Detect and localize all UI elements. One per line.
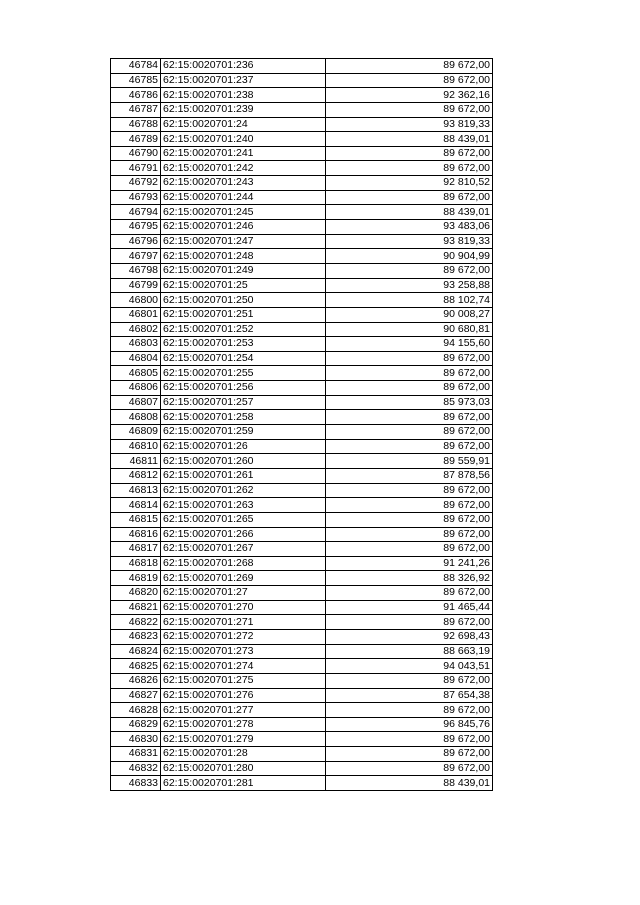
cadastral-value-cell: 89 672,00 bbox=[326, 102, 493, 117]
cadastral-number-cell: 62:15:0020701:26 bbox=[161, 439, 326, 454]
cadastral-value-cell: 89 672,00 bbox=[326, 747, 493, 762]
table-row bbox=[111, 439, 493, 454]
row-number-cell: 46785 bbox=[111, 73, 161, 88]
cadastral-value-cell: 93 483,06 bbox=[326, 220, 493, 235]
cadastral-number-cell: 62:15:0020701:251 bbox=[161, 307, 326, 322]
row-number-cell: 46831 bbox=[111, 747, 161, 762]
row-number-cell: 46815 bbox=[111, 512, 161, 527]
row-number-cell: 46832 bbox=[111, 761, 161, 776]
cadastral-value-cell: 92 810,52 bbox=[326, 176, 493, 191]
row-number-cell: 46796 bbox=[111, 234, 161, 249]
cadastral-number-cell: 62:15:0020701:272 bbox=[161, 629, 326, 644]
table-row bbox=[111, 73, 493, 88]
table-row bbox=[111, 410, 493, 425]
cadastral-value-cell: 93 819,33 bbox=[326, 117, 493, 132]
cadastral-value-cell: 89 672,00 bbox=[326, 351, 493, 366]
cadastral-value-cell: 89 672,00 bbox=[326, 542, 493, 557]
cadastral-value-cell: 93 258,88 bbox=[326, 278, 493, 293]
cadastral-number-cell: 62:15:0020701:24 bbox=[161, 117, 326, 132]
row-number-cell: 46812 bbox=[111, 468, 161, 483]
cadastral-number-cell: 62:15:0020701:259 bbox=[161, 425, 326, 440]
table-row bbox=[111, 615, 493, 630]
cadastral-value-cell: 89 672,00 bbox=[326, 512, 493, 527]
row-number-cell: 46829 bbox=[111, 717, 161, 732]
cadastral-number-cell: 62:15:0020701:255 bbox=[161, 366, 326, 381]
row-number-cell: 46824 bbox=[111, 644, 161, 659]
table-row bbox=[111, 673, 493, 688]
cadastral-number-cell: 62:15:0020701:263 bbox=[161, 498, 326, 513]
row-number-cell: 46799 bbox=[111, 278, 161, 293]
table-row bbox=[111, 732, 493, 747]
row-number-cell: 46786 bbox=[111, 88, 161, 103]
cadastral-number-cell: 62:15:0020701:25 bbox=[161, 278, 326, 293]
cadastral-number-cell: 62:15:0020701:269 bbox=[161, 571, 326, 586]
cadastral-value-cell: 88 439,01 bbox=[326, 205, 493, 220]
cadastral-value-cell: 93 819,33 bbox=[326, 234, 493, 249]
cadastral-value-cell: 88 439,01 bbox=[326, 776, 493, 791]
table-row bbox=[111, 293, 493, 308]
table-row bbox=[111, 395, 493, 410]
row-number-cell: 46819 bbox=[111, 571, 161, 586]
table-row bbox=[111, 600, 493, 615]
row-number-cell: 46800 bbox=[111, 293, 161, 308]
row-number-cell: 46807 bbox=[111, 395, 161, 410]
cadastral-number-cell: 62:15:0020701:262 bbox=[161, 483, 326, 498]
cadastral-number-cell: 62:15:0020701:271 bbox=[161, 615, 326, 630]
row-number-cell: 46788 bbox=[111, 117, 161, 132]
cadastral-value-cell: 88 326,92 bbox=[326, 571, 493, 586]
cadastral-number-cell: 62:15:0020701:274 bbox=[161, 659, 326, 674]
row-number-cell: 46802 bbox=[111, 322, 161, 337]
row-number-cell: 46794 bbox=[111, 205, 161, 220]
table-row bbox=[111, 629, 493, 644]
cadastral-number-cell: 62:15:0020701:254 bbox=[161, 351, 326, 366]
cadastral-number-cell: 62:15:0020701:256 bbox=[161, 381, 326, 396]
table-row bbox=[111, 703, 493, 718]
table-row bbox=[111, 776, 493, 791]
cadastral-value-cell: 89 672,00 bbox=[326, 366, 493, 381]
table-row bbox=[111, 88, 493, 103]
table-row bbox=[111, 717, 493, 732]
cadastral-value-cell: 89 672,00 bbox=[326, 410, 493, 425]
cadastral-number-cell: 62:15:0020701:246 bbox=[161, 220, 326, 235]
table-row bbox=[111, 688, 493, 703]
row-number-cell: 46809 bbox=[111, 425, 161, 440]
cadastral-number-cell: 62:15:0020701:273 bbox=[161, 644, 326, 659]
row-number-cell: 46823 bbox=[111, 629, 161, 644]
cadastral-value-cell: 89 672,00 bbox=[326, 439, 493, 454]
cadastral-number-cell: 62:15:0020701:267 bbox=[161, 542, 326, 557]
table-row bbox=[111, 659, 493, 674]
cadastral-value-cell: 89 672,00 bbox=[326, 483, 493, 498]
row-number-cell: 46791 bbox=[111, 161, 161, 176]
cadastral-number-cell: 62:15:0020701:239 bbox=[161, 102, 326, 117]
table-row bbox=[111, 234, 493, 249]
cadastral-value-cell: 90 008,27 bbox=[326, 307, 493, 322]
cadastral-number-cell: 62:15:0020701:281 bbox=[161, 776, 326, 791]
row-number-cell: 46813 bbox=[111, 483, 161, 498]
cadastral-number-cell: 62:15:0020701:238 bbox=[161, 88, 326, 103]
cadastral-value-cell: 92 698,43 bbox=[326, 629, 493, 644]
row-number-cell: 46811 bbox=[111, 454, 161, 469]
cadastral-value-cell: 91 241,26 bbox=[326, 556, 493, 571]
cadastral-value-cell: 89 672,00 bbox=[326, 527, 493, 542]
row-number-cell: 46825 bbox=[111, 659, 161, 674]
cadastral-number-cell: 62:15:0020701:28 bbox=[161, 747, 326, 762]
row-number-cell: 46820 bbox=[111, 586, 161, 601]
cadastral-value-cell: 89 672,00 bbox=[326, 673, 493, 688]
row-number-cell: 46810 bbox=[111, 439, 161, 454]
cadastral-value-cell: 88 663,19 bbox=[326, 644, 493, 659]
cadastral-number-cell: 62:15:0020701:236 bbox=[161, 59, 326, 74]
table-row bbox=[111, 161, 493, 176]
cadastral-number-cell: 62:15:0020701:270 bbox=[161, 600, 326, 615]
row-number-cell: 46818 bbox=[111, 556, 161, 571]
table-row bbox=[111, 132, 493, 147]
row-number-cell: 46816 bbox=[111, 527, 161, 542]
table-row bbox=[111, 644, 493, 659]
row-number-cell: 46792 bbox=[111, 176, 161, 191]
cadastral-number-cell: 62:15:0020701:247 bbox=[161, 234, 326, 249]
table-row bbox=[111, 337, 493, 352]
table-row bbox=[111, 220, 493, 235]
cadastral-number-cell: 62:15:0020701:275 bbox=[161, 673, 326, 688]
cadastral-value-cell: 88 102,74 bbox=[326, 293, 493, 308]
cadastral-value-cell: 87 654,38 bbox=[326, 688, 493, 703]
row-number-cell: 46787 bbox=[111, 102, 161, 117]
table-row bbox=[111, 366, 493, 381]
table-row bbox=[111, 556, 493, 571]
cadastral-value-cell: 89 672,00 bbox=[326, 425, 493, 440]
table-row bbox=[111, 102, 493, 117]
table-row bbox=[111, 586, 493, 601]
table-row bbox=[111, 454, 493, 469]
table-body bbox=[111, 59, 493, 791]
row-number-cell: 46784 bbox=[111, 59, 161, 74]
row-number-cell: 46801 bbox=[111, 307, 161, 322]
table-row bbox=[111, 468, 493, 483]
cadastral-value-cell: 87 878,56 bbox=[326, 468, 493, 483]
row-number-cell: 46806 bbox=[111, 381, 161, 396]
cadastral-value-cell: 90 680,81 bbox=[326, 322, 493, 337]
cadastral-value-cell: 89 672,00 bbox=[326, 161, 493, 176]
table-row bbox=[111, 761, 493, 776]
cadastral-number-cell: 62:15:0020701:279 bbox=[161, 732, 326, 747]
cadastral-value-cell: 89 672,00 bbox=[326, 59, 493, 74]
table-row bbox=[111, 278, 493, 293]
table-row bbox=[111, 527, 493, 542]
table-row bbox=[111, 542, 493, 557]
cadastral-value-cell: 94 043,51 bbox=[326, 659, 493, 674]
table-row bbox=[111, 381, 493, 396]
table-row bbox=[111, 351, 493, 366]
cadastral-number-cell: 62:15:0020701:258 bbox=[161, 410, 326, 425]
cadastral-number-cell: 62:15:0020701:265 bbox=[161, 512, 326, 527]
cadastral-value-cell: 89 672,00 bbox=[326, 73, 493, 88]
cadastral-number-cell: 62:15:0020701:243 bbox=[161, 176, 326, 191]
row-number-cell: 46817 bbox=[111, 542, 161, 557]
row-number-cell: 46826 bbox=[111, 673, 161, 688]
cadastral-number-cell: 62:15:0020701:240 bbox=[161, 132, 326, 147]
cadastral-number-cell: 62:15:0020701:277 bbox=[161, 703, 326, 718]
cadastral-value-cell: 89 672,00 bbox=[326, 263, 493, 278]
cadastral-value-cell: 89 672,00 bbox=[326, 703, 493, 718]
cadastral-number-cell: 62:15:0020701:244 bbox=[161, 190, 326, 205]
cadastral-number-cell: 62:15:0020701:278 bbox=[161, 717, 326, 732]
cadastral-number-cell: 62:15:0020701:266 bbox=[161, 527, 326, 542]
cadastral-number-cell: 62:15:0020701:260 bbox=[161, 454, 326, 469]
cadastral-value-cell: 90 904,99 bbox=[326, 249, 493, 264]
cadastral-number-cell: 62:15:0020701:241 bbox=[161, 146, 326, 161]
table-row bbox=[111, 512, 493, 527]
cadastral-number-cell: 62:15:0020701:257 bbox=[161, 395, 326, 410]
cadastral-value-cell: 89 672,00 bbox=[326, 381, 493, 396]
cadastral-number-cell: 62:15:0020701:276 bbox=[161, 688, 326, 703]
cadastral-number-cell: 62:15:0020701:252 bbox=[161, 322, 326, 337]
cadastral-value-cell: 89 559,91 bbox=[326, 454, 493, 469]
row-number-cell: 46821 bbox=[111, 600, 161, 615]
table-row bbox=[111, 425, 493, 440]
row-number-cell: 46828 bbox=[111, 703, 161, 718]
cadastral-number-cell: 62:15:0020701:261 bbox=[161, 468, 326, 483]
table-row bbox=[111, 747, 493, 762]
table-row bbox=[111, 307, 493, 322]
cadastral-number-cell: 62:15:0020701:249 bbox=[161, 263, 326, 278]
table-row bbox=[111, 498, 493, 513]
row-number-cell: 46790 bbox=[111, 146, 161, 161]
table-row bbox=[111, 176, 493, 191]
row-number-cell: 46797 bbox=[111, 249, 161, 264]
row-number-cell: 46830 bbox=[111, 732, 161, 747]
table-row bbox=[111, 263, 493, 278]
cadastral-number-cell: 62:15:0020701:237 bbox=[161, 73, 326, 88]
table-row bbox=[111, 483, 493, 498]
cadastral-value-cell: 89 672,00 bbox=[326, 615, 493, 630]
row-number-cell: 46789 bbox=[111, 132, 161, 147]
row-number-cell: 46795 bbox=[111, 220, 161, 235]
cadastral-value-cell: 89 672,00 bbox=[326, 761, 493, 776]
cadastral-value-cell: 89 672,00 bbox=[326, 586, 493, 601]
cadastral-value-cell: 89 672,00 bbox=[326, 498, 493, 513]
cadastral-value-cell: 96 845,76 bbox=[326, 717, 493, 732]
cadastral-number-cell: 62:15:0020701:245 bbox=[161, 205, 326, 220]
cadastral-value-cell: 89 672,00 bbox=[326, 732, 493, 747]
table-row bbox=[111, 249, 493, 264]
row-number-cell: 46803 bbox=[111, 337, 161, 352]
cadastral-number-cell: 62:15:0020701:242 bbox=[161, 161, 326, 176]
cadastral-value-table bbox=[110, 58, 493, 791]
cadastral-value-cell: 89 672,00 bbox=[326, 190, 493, 205]
table-row bbox=[111, 146, 493, 161]
cadastral-number-cell: 62:15:0020701:250 bbox=[161, 293, 326, 308]
row-number-cell: 46822 bbox=[111, 615, 161, 630]
table-row bbox=[111, 205, 493, 220]
cadastral-value-cell: 92 362,16 bbox=[326, 88, 493, 103]
table-row bbox=[111, 322, 493, 337]
cadastral-value-cell: 91 465,44 bbox=[326, 600, 493, 615]
cadastral-number-cell: 62:15:0020701:248 bbox=[161, 249, 326, 264]
row-number-cell: 46808 bbox=[111, 410, 161, 425]
row-number-cell: 46804 bbox=[111, 351, 161, 366]
cadastral-number-cell: 62:15:0020701:27 bbox=[161, 586, 326, 601]
row-number-cell: 46793 bbox=[111, 190, 161, 205]
row-number-cell: 46827 bbox=[111, 688, 161, 703]
cadastral-number-cell: 62:15:0020701:280 bbox=[161, 761, 326, 776]
table-row bbox=[111, 117, 493, 132]
cadastral-value-cell: 85 973,03 bbox=[326, 395, 493, 410]
row-number-cell: 46814 bbox=[111, 498, 161, 513]
cadastral-value-cell: 88 439,01 bbox=[326, 132, 493, 147]
cadastral-number-cell: 62:15:0020701:268 bbox=[161, 556, 326, 571]
table-row bbox=[111, 190, 493, 205]
table-row bbox=[111, 59, 493, 74]
row-number-cell: 46798 bbox=[111, 263, 161, 278]
cadastral-number-cell: 62:15:0020701:253 bbox=[161, 337, 326, 352]
table-row bbox=[111, 571, 493, 586]
row-number-cell: 46805 bbox=[111, 366, 161, 381]
row-number-cell: 46833 bbox=[111, 776, 161, 791]
cadastral-value-cell: 89 672,00 bbox=[326, 146, 493, 161]
cadastral-value-cell: 94 155,60 bbox=[326, 337, 493, 352]
